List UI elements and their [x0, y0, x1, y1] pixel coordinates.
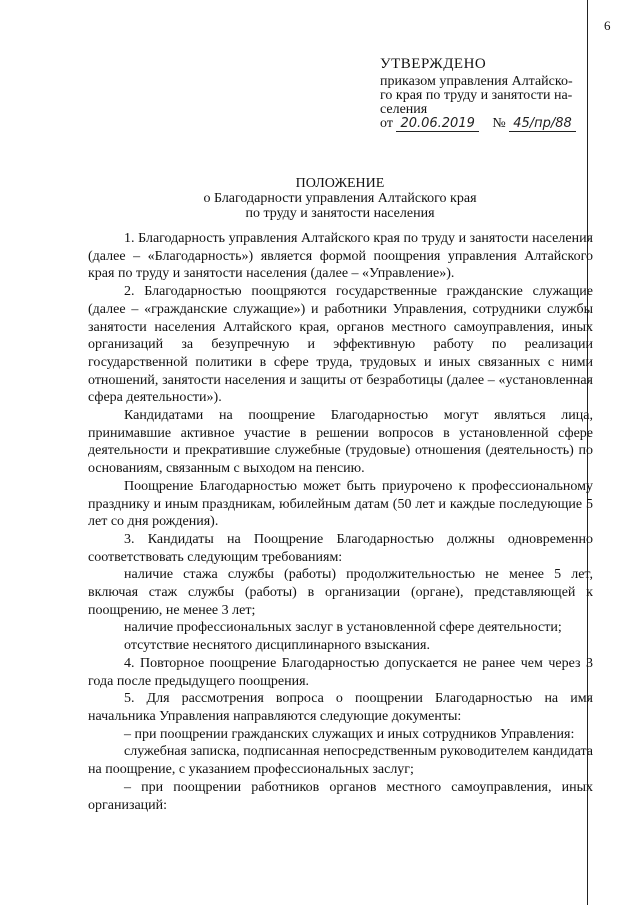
document-body [88, 230, 593, 814]
paragraph: служебная записка, подписанная непосредственным руководителем кандидата на поощрение, с указанием профессиональных заслуг; [88, 744, 593, 778]
paragraph: наличие профессиональных заслуг в установленной сфере деятельности; [124, 620, 562, 636]
approval-line-1: приказом управления Алтайско- [380, 74, 573, 89]
paragraph: 4. Повторное поощрение Благодарностью допускается не ранее чем через 3 года после предыдущего поощрения. [88, 655, 593, 689]
approval-number: 45/пр/88 [509, 117, 576, 132]
paragraph: 5. Для рассмотрения вопроса о поощрении Благодарностью на имя начальника Управления направляются следующие документы: [88, 691, 593, 724]
paragraph: – при поощрении работников органов местного самоуправления, иных организаций: [88, 779, 593, 813]
paragraph: Поощрение Благодарностью может быть приурочено к профессиональному празднику и иным праздникам, юбилейным датам (50 лет и каждые последующие 5 лет со дня рождения). [88, 478, 593, 530]
approval-from-label: от [380, 116, 393, 131]
title-line-3: по труду и занятости населения [245, 206, 435, 221]
paragraph: наличие стажа службы (работы) продолжительностью не менее 5 лет, включая стаж службы (работы) в организации (органе), представляющей к поощрению, не менее 3 лет; [88, 567, 593, 618]
paragraph: 2. Благодарностью поощряются государственные гражданские служащие (далее – «гражданские служащие») и работники Управления, сотрудники службы занятости населения Алтайского края, органов местного самоуправления, иных организаций за безупречную и эффективную работу по реализации государственной политики в сфере труда, трудовых и иных связанных с ними отношений, занятости населения и защиты от безработицы (далее – «установленная сфера деятельности»). [88, 284, 593, 406]
paragraph: 3. Кандидаты на Поощрение Благодарностью должны одновременно соответствовать следующим требованиям: [88, 531, 593, 565]
approval-number-label: № [492, 116, 506, 131]
document-title [130, 176, 550, 221]
paragraph: Кандидатами на поощрение Благодарностью могут являться лица, принимавшие активное участие в решении вопросов в установленной сфере деятельности и прекратившие служебные (трудовые) отношения (деятельность) по основаниям, связанным с выходом на пенсию. [88, 408, 593, 477]
paragraph: – при поощрении гражданских служащих и иных сотрудников Управления: [124, 726, 575, 742]
title-line-1: ПОЛОЖЕНИЕ [295, 176, 385, 191]
title-line-2: о Благодарности управления Алтайского края [203, 191, 477, 206]
approval-block [380, 57, 600, 132]
paragraph: 1. Благодарность управления Алтайского края по труду и занятости населения (далее – «Благодарность») является формой поощрения управления Алтайского края по труду и занятости населения (далее – «Управление»). [88, 231, 593, 282]
approval-line-3: селения [380, 102, 428, 117]
approval-heading: УТВЕРЖДЕНО [380, 56, 487, 72]
page-number: 6 [604, 18, 611, 33]
paragraph: отсутствие неснятого дисциплинарного взыскания. [124, 638, 430, 654]
approval-line-2: го края по труду и занятости на- [380, 88, 573, 103]
approval-date-row [380, 117, 600, 132]
approval-date: 20.06.2019 [396, 117, 478, 132]
